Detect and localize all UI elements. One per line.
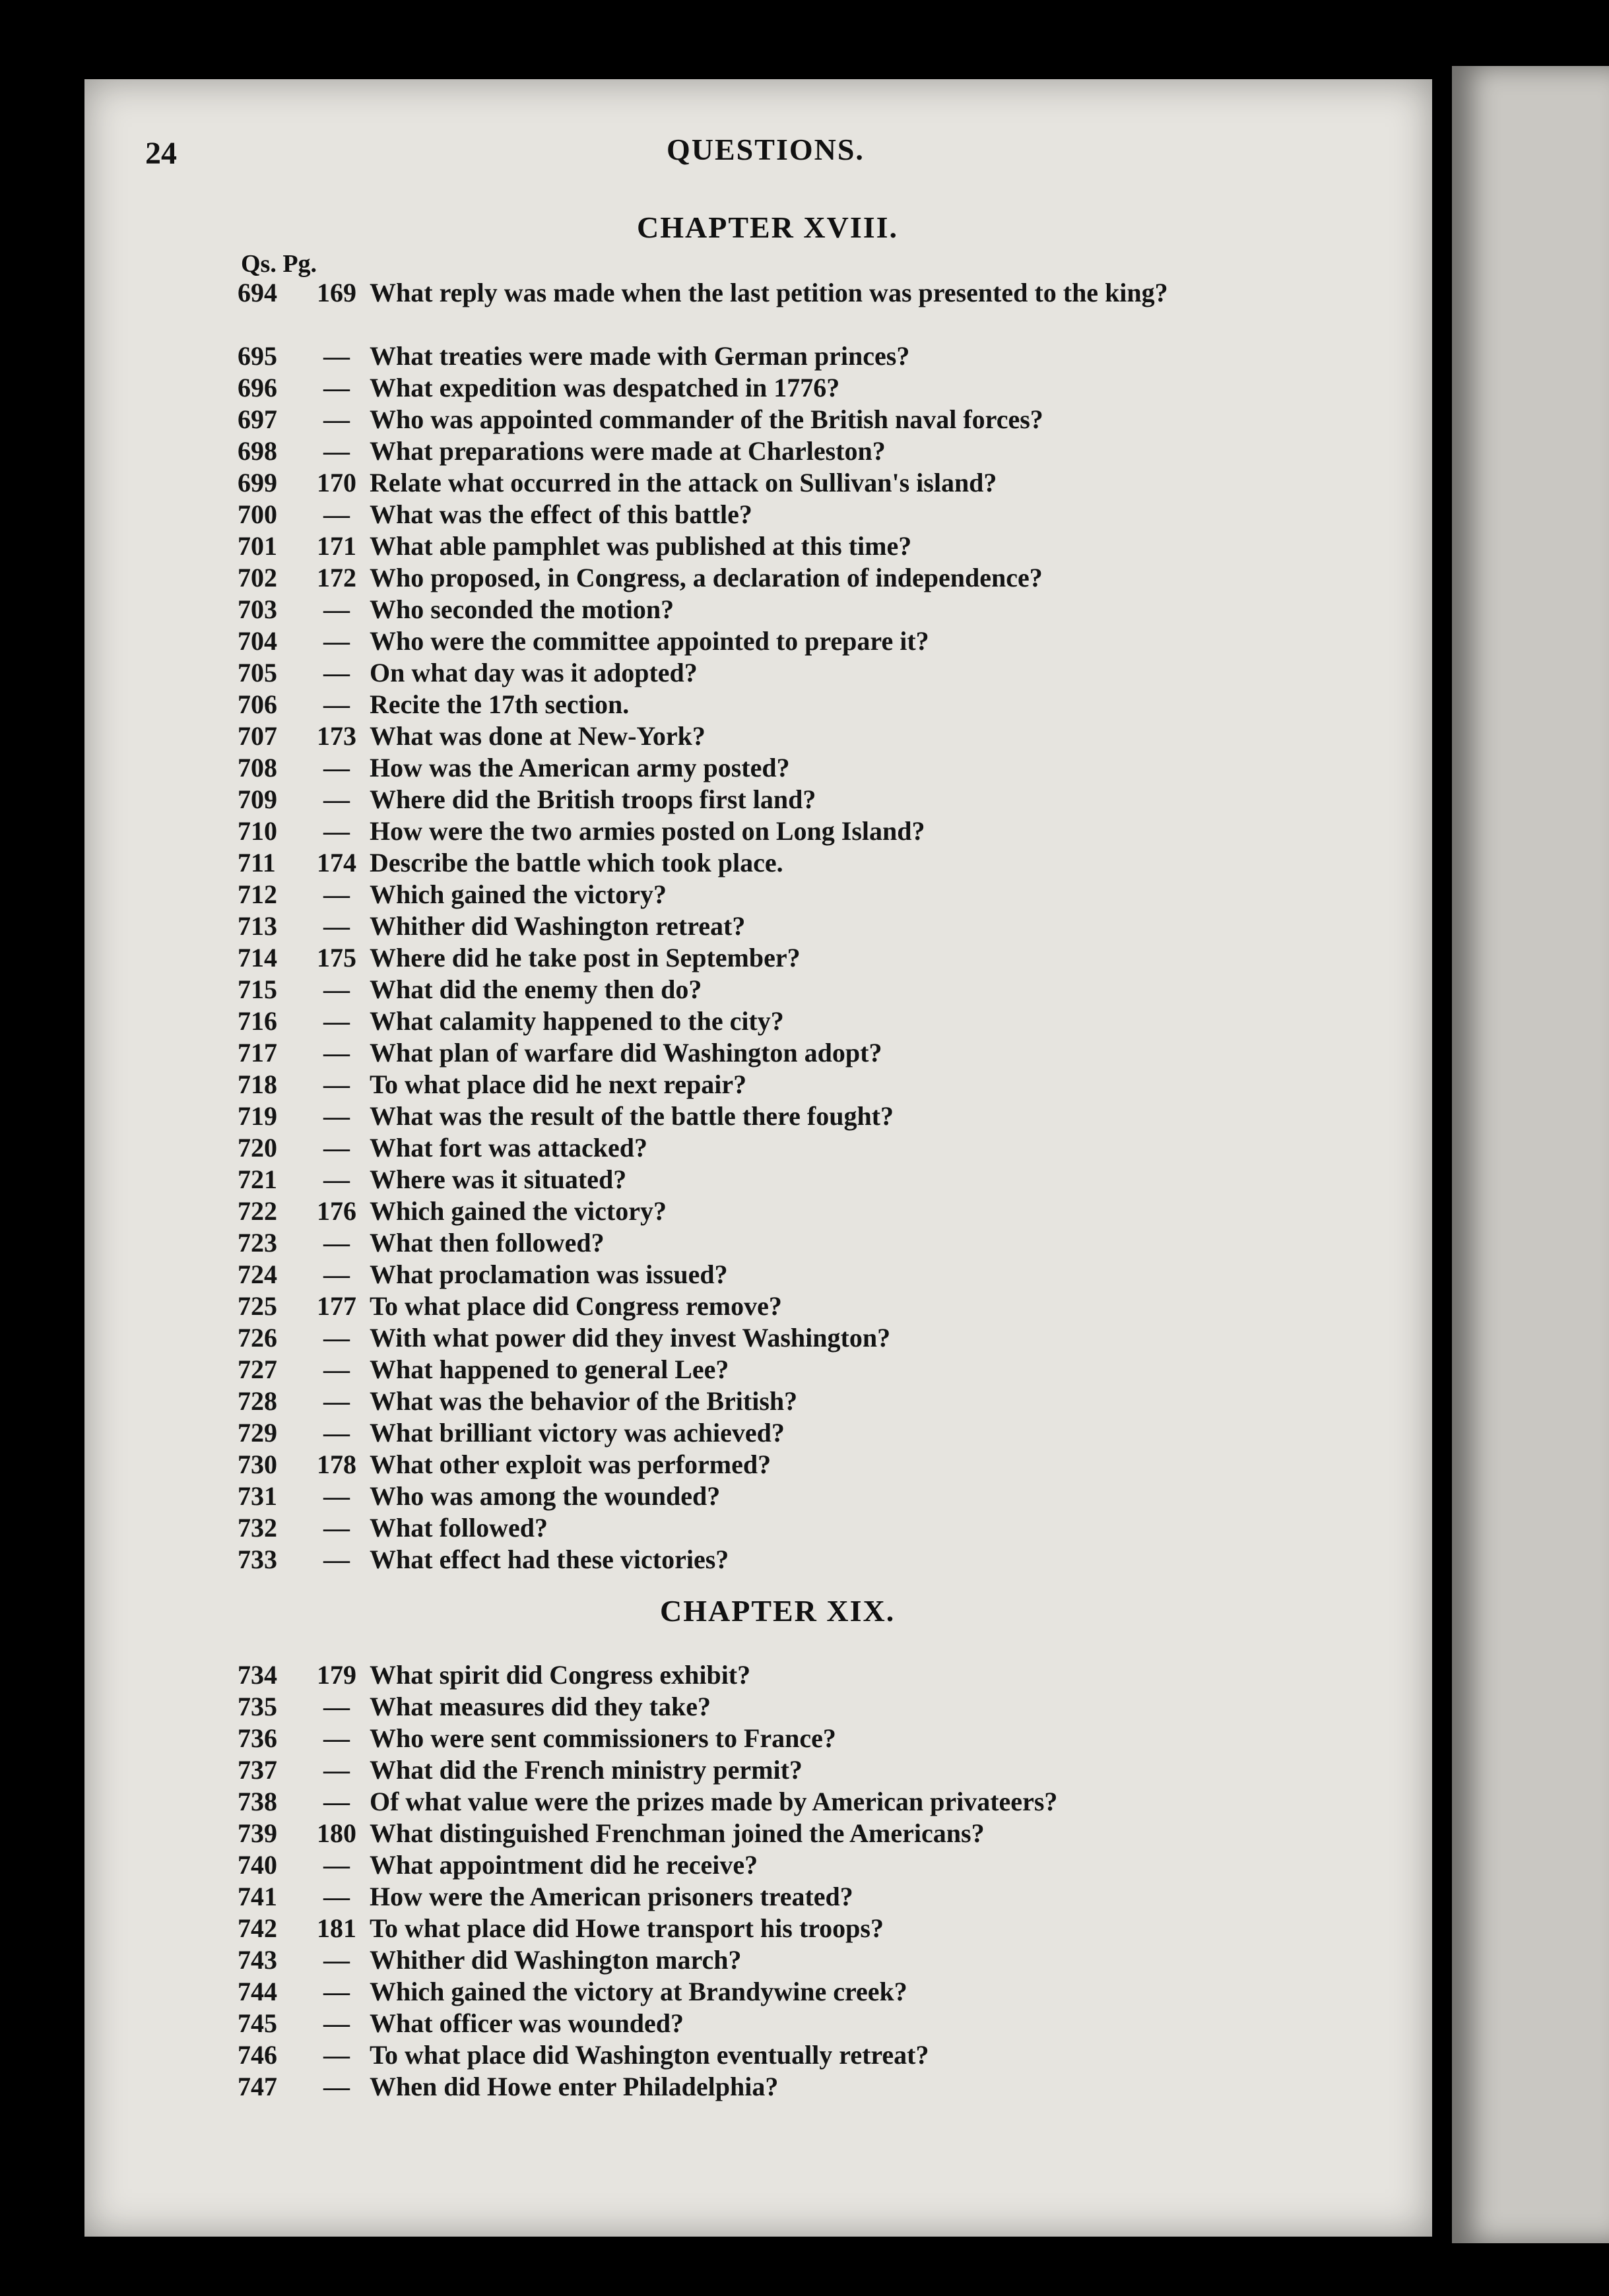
question-text: What calamity happened to the city? (370, 1006, 784, 1036)
question-number: 723 (238, 1228, 277, 1258)
question-number: 726 (238, 1323, 277, 1353)
page-reference: — (323, 1882, 350, 1911)
question-number: 709 (238, 784, 277, 814)
page-reference: — (323, 753, 350, 782)
question-text: How was the American army posted? (370, 753, 790, 782)
question-text: To what place did Congress remove? (370, 1291, 782, 1321)
page-reference: — (323, 436, 350, 466)
question-text: Who seconded the motion? (370, 594, 674, 624)
question-row (238, 1544, 1360, 1576)
question-number: 703 (238, 594, 277, 624)
question-number: 695 (238, 341, 277, 371)
page-reference: 179 (317, 1660, 356, 1690)
page-gutter (1432, 66, 1452, 2243)
question-row (238, 594, 1360, 625)
question-text: Where was it situated? (370, 1164, 627, 1194)
question-text: Who were the committee appointed to prepare it? (370, 626, 929, 656)
question-number: 720 (238, 1133, 277, 1163)
page-reference: — (323, 1006, 350, 1036)
question-row (238, 2039, 1360, 2071)
question-text: When did Howe enter Philadelphia? (370, 2072, 779, 2101)
question-text: What was done at New-York? (370, 721, 706, 751)
question-number: 712 (238, 879, 277, 909)
page-reference: — (323, 1260, 350, 1289)
question-row (238, 340, 1360, 372)
question-number: 731 (238, 1481, 277, 1511)
question-text: On what day was it adopted? (370, 658, 698, 687)
question-number: 741 (238, 1882, 277, 1911)
page-reference: — (323, 594, 350, 624)
question-number: 702 (238, 563, 277, 592)
question-text: What did the enemy then do? (370, 974, 702, 1004)
question-number: 733 (238, 1545, 277, 1574)
question-number: 717 (238, 1038, 277, 1068)
question-text: What plan of warfare did Washington adopt? (370, 1038, 882, 1068)
question-number: 734 (238, 1660, 277, 1690)
page-reference: — (323, 1038, 350, 1068)
question-row (238, 1786, 1360, 1818)
page-reference: — (323, 1945, 350, 1975)
chapter-title: CHAPTER XIX. (660, 1594, 896, 1628)
question-row (238, 1100, 1360, 1132)
page-reference: — (323, 2008, 350, 2038)
question-number: 716 (238, 1006, 277, 1036)
question-number: 713 (238, 911, 277, 941)
question-number: 714 (238, 943, 277, 973)
page-reference: — (323, 1386, 350, 1416)
page-reference: — (323, 974, 350, 1004)
question-number: 725 (238, 1291, 277, 1321)
question-row (238, 879, 1360, 910)
question-number: 718 (238, 1069, 277, 1099)
page-reference: 171 (317, 531, 356, 561)
question-number: 736 (238, 1723, 277, 1753)
question-row (238, 1322, 1360, 1354)
page-reference: 172 (317, 563, 356, 592)
question-number: 698 (238, 436, 277, 466)
page-reference: — (323, 784, 350, 814)
question-text: To what place did Washington eventually retreat? (370, 2040, 929, 2070)
question-row (238, 467, 1360, 499)
question-text: To what place did Howe transport his troops? (370, 1913, 884, 1943)
question-text: What fort was attacked? (370, 1133, 648, 1163)
question-row (238, 1754, 1360, 1786)
question-row (238, 1164, 1360, 1196)
question-row (238, 942, 1360, 974)
question-text: What other exploit was performed? (370, 1450, 772, 1479)
page-reference: — (323, 1355, 350, 1384)
question-text: Of what value were the prizes made by American privateers? (370, 1787, 1058, 1816)
page-reference: 181 (317, 1913, 356, 1943)
question-list (238, 277, 1360, 1576)
question-text: Who proposed, in Congress, a declaration of independence? (370, 563, 1043, 592)
question-row (238, 1944, 1360, 1976)
page-reference: 173 (317, 721, 356, 751)
question-row (238, 1913, 1360, 1944)
page-reference: — (323, 1545, 350, 1574)
page-reference: — (323, 373, 350, 402)
question-row (238, 625, 1360, 657)
question-text: Relate what occurred in the attack on Sullivan's island? (370, 468, 997, 497)
question-row (238, 277, 1360, 340)
question-number: 747 (238, 2072, 277, 2101)
question-row (238, 752, 1360, 784)
question-row (238, 1723, 1360, 1754)
question-row (238, 720, 1360, 752)
page-reference: — (323, 658, 350, 687)
question-number: 727 (238, 1355, 277, 1384)
page-reference: — (323, 499, 350, 529)
page-reference: — (323, 1513, 350, 1543)
question-number: 738 (238, 1787, 277, 1816)
question-row (238, 2008, 1360, 2039)
question-text: What treaties were made with German princes? (370, 341, 910, 371)
question-number: 701 (238, 531, 277, 561)
question-row (238, 1259, 1360, 1291)
page-reference: — (323, 1481, 350, 1511)
question-number: 728 (238, 1386, 277, 1416)
question-text: Who was among the wounded? (370, 1481, 721, 1511)
question-text: What able pamphlet was published at this time? (370, 531, 912, 561)
page-reference: — (323, 1133, 350, 1163)
page-reference: — (323, 1418, 350, 1448)
question-row (238, 1354, 1360, 1386)
question-text: Whither did Washington march? (370, 1945, 742, 1975)
page-reference: — (323, 911, 350, 941)
page-reference: 175 (317, 943, 356, 973)
question-number: 719 (238, 1101, 277, 1131)
page-reference: 174 (317, 848, 356, 877)
column-heading: Qs. Pg. (241, 250, 317, 278)
page-reference: — (323, 626, 350, 656)
question-row (238, 499, 1360, 530)
page-reference: 178 (317, 1450, 356, 1479)
question-row (238, 1196, 1360, 1227)
question-row (238, 1037, 1360, 1069)
question-text: What brilliant victory was achieved? (370, 1418, 785, 1448)
page-reference: — (323, 2072, 350, 2101)
question-number: 694 (238, 278, 277, 307)
question-row (238, 404, 1360, 435)
page-reference: — (323, 1323, 350, 1353)
question-number: 743 (238, 1945, 277, 1975)
page-reference: 170 (317, 468, 356, 497)
question-number: 732 (238, 1513, 277, 1543)
question-row (238, 1069, 1360, 1100)
question-row (238, 1976, 1360, 2008)
question-row (238, 784, 1360, 815)
page-reference: — (323, 1069, 350, 1099)
page-reference: — (323, 879, 350, 909)
page-reference: — (323, 1755, 350, 1785)
page-reference: — (323, 341, 350, 371)
question-number: 711 (238, 848, 276, 877)
question-text: How were the two armies posted on Long Island? (370, 816, 925, 846)
question-text: What was the effect of this battle? (370, 499, 752, 529)
question-number: 744 (238, 1977, 277, 2006)
question-text: What officer was wounded? (370, 2008, 684, 2038)
page-reference: 176 (317, 1196, 356, 1226)
question-text: Which gained the victory at Brandywine creek? (370, 1977, 907, 2006)
question-text: Which gained the victory? (370, 1196, 667, 1226)
question-number: 729 (238, 1418, 277, 1448)
question-text: Describe the battle which took place. (370, 848, 783, 877)
question-text: Which gained the victory? (370, 879, 667, 909)
question-number: 706 (238, 689, 277, 719)
question-number: 708 (238, 753, 277, 782)
question-number: 730 (238, 1450, 277, 1479)
question-row (238, 1417, 1360, 1449)
question-text: To what place did he next repair? (370, 1069, 747, 1099)
question-row (238, 1659, 1360, 1691)
question-row (238, 562, 1360, 594)
page-reference: — (323, 1228, 350, 1258)
question-number: 745 (238, 2008, 277, 2038)
question-row (238, 1691, 1360, 1723)
question-row (238, 847, 1360, 879)
question-text: What happened to general Lee? (370, 1355, 729, 1384)
question-text: Recite the 17th section. (370, 689, 630, 719)
question-number: 742 (238, 1913, 277, 1943)
question-text: What appointment did he receive? (370, 1850, 758, 1880)
page-reference: — (323, 689, 350, 719)
question-number: 735 (238, 1692, 277, 1721)
question-number: 697 (238, 404, 277, 434)
question-number: 722 (238, 1196, 277, 1226)
question-text: What effect had these victories? (370, 1545, 729, 1574)
question-row (238, 1481, 1360, 1512)
page-reference: — (323, 1692, 350, 1721)
question-row (238, 372, 1360, 404)
page-reference: — (323, 1787, 350, 1816)
question-text: Where did the British troops first land? (370, 784, 816, 814)
question-row (238, 435, 1360, 467)
page-reference: — (323, 404, 350, 434)
question-number: 740 (238, 1850, 277, 1880)
question-row (238, 1881, 1360, 1913)
question-text: With what power did they invest Washington? (370, 1323, 891, 1353)
question-row (238, 1386, 1360, 1417)
question-row (238, 1291, 1360, 1322)
page-reference: 177 (317, 1291, 356, 1321)
question-text: What then followed? (370, 1228, 605, 1258)
question-text: What expedition was despatched in 1776? (370, 373, 840, 402)
question-number: 696 (238, 373, 277, 402)
question-row (238, 1132, 1360, 1164)
page-reference: — (323, 1723, 350, 1753)
question-text: What distinguished Frenchman joined the Americans? (370, 1818, 985, 1848)
question-number: 700 (238, 499, 277, 529)
page-reference: 169 (317, 278, 356, 307)
page-reference: — (323, 1101, 350, 1131)
question-text: Who were sent commissioners to France? (370, 1723, 836, 1753)
question-number: 715 (238, 974, 277, 1004)
question-text: Who was appointed commander of the British naval forces? (370, 404, 1043, 434)
question-number: 737 (238, 1755, 277, 1785)
running-head: QUESTIONS. (667, 133, 865, 166)
page-reference: — (323, 816, 350, 846)
question-text: Whither did Washington retreat? (370, 911, 746, 941)
question-number: 704 (238, 626, 277, 656)
question-row (238, 1449, 1360, 1481)
question-row (238, 1512, 1360, 1544)
question-number: 710 (238, 816, 277, 846)
page-reference: 180 (317, 1818, 356, 1848)
question-text: What reply was made when the last petition was presented to the king? (370, 278, 1168, 307)
question-row (238, 2071, 1360, 2103)
question-number: 707 (238, 721, 277, 751)
question-number: 705 (238, 658, 277, 687)
question-text: What measures did they take? (370, 1692, 711, 1721)
question-row (238, 974, 1360, 1005)
facing-page-edge (1452, 66, 1609, 2243)
chapter-title: CHAPTER XVIII. (637, 210, 899, 244)
question-row (238, 1227, 1360, 1259)
question-row (238, 1818, 1360, 1849)
question-list (238, 1659, 1360, 2103)
question-number: 746 (238, 2040, 277, 2070)
question-text: Where did he take post in September? (370, 943, 801, 973)
question-text: What followed? (370, 1513, 548, 1543)
page-reference: — (323, 1164, 350, 1194)
question-text: How were the American prisoners treated? (370, 1882, 853, 1911)
question-row (238, 815, 1360, 847)
question-number: 724 (238, 1260, 277, 1289)
question-text: What proclamation was issued? (370, 1260, 728, 1289)
question-row (238, 1005, 1360, 1037)
question-row (238, 1849, 1360, 1881)
page-reference: — (323, 2040, 350, 2070)
question-text: What preparations were made at Charleston? (370, 436, 886, 466)
page-number: 24 (145, 136, 177, 171)
question-number: 721 (238, 1164, 277, 1194)
question-row (238, 910, 1360, 942)
question-number: 699 (238, 468, 277, 497)
question-row (238, 530, 1360, 562)
page-reference: — (323, 1850, 350, 1880)
question-text: What was the result of the battle there fought? (370, 1101, 894, 1131)
question-text: What spirit did Congress exhibit? (370, 1660, 751, 1690)
question-number: 739 (238, 1818, 277, 1848)
question-text: What was the behavior of the British? (370, 1386, 798, 1416)
page-reference: — (323, 1977, 350, 2006)
question-text: What did the French ministry permit? (370, 1755, 803, 1785)
question-row (238, 657, 1360, 689)
question-row (238, 689, 1360, 720)
